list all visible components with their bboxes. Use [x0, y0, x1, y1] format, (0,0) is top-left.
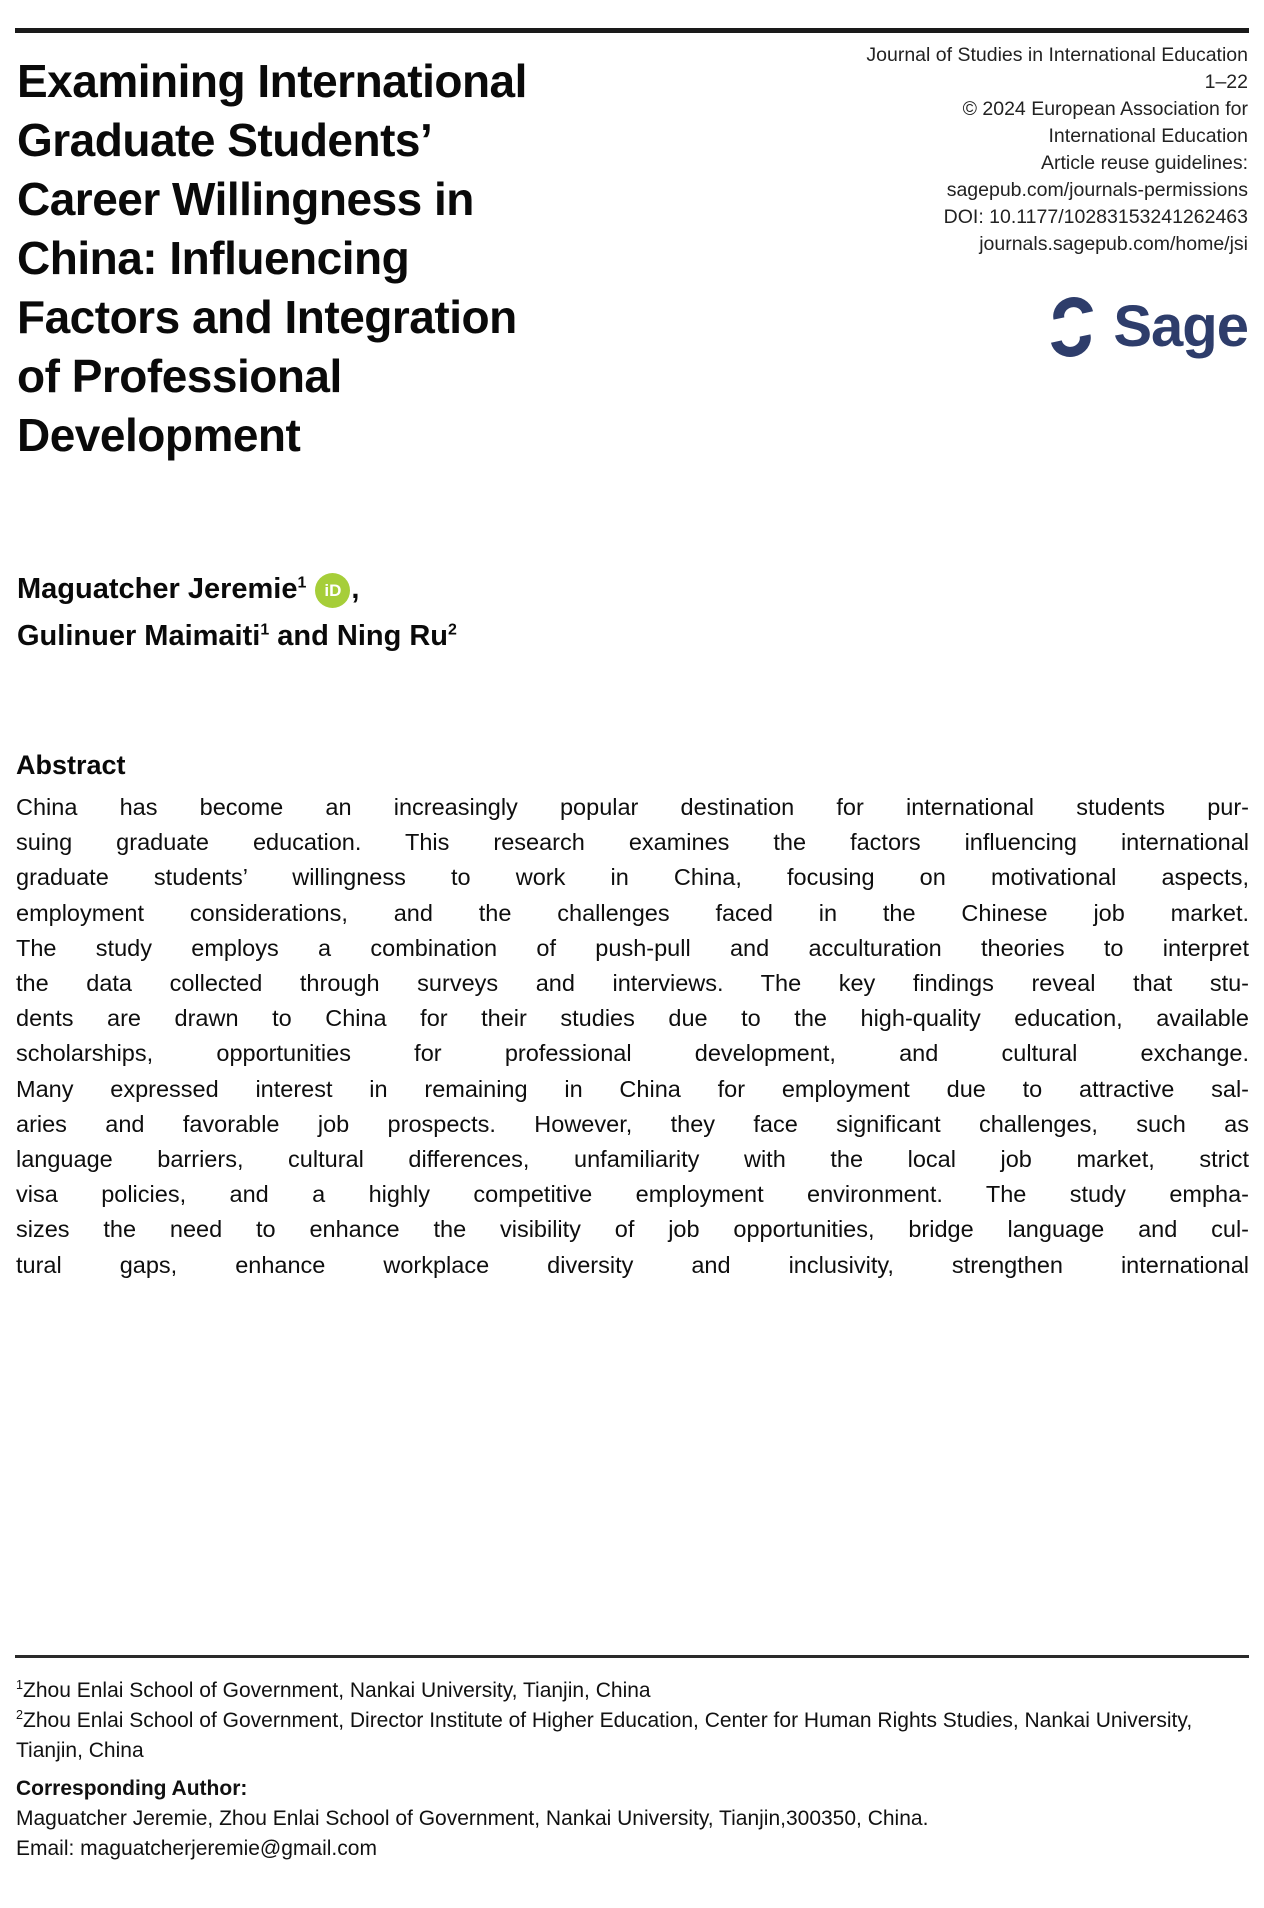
abstract-heading: Abstract — [16, 750, 126, 780]
corresponding-author-address: Maguatcher Jeremie, Zhou Enlai School of Government, Nankai University, Tianjin,300350, China. — [16, 1807, 929, 1830]
affiliation-2 — [16, 1706, 1249, 1766]
affiliation-2-sup: 2 — [16, 1708, 24, 1722]
title-line: Career Willingness in — [17, 173, 474, 225]
abstract-line: graduate students’ willingness to work in China, focusing on motivational aspects, — [16, 864, 1249, 891]
author-affiliation-sup: 1 — [260, 621, 270, 639]
sage-logo — [1043, 294, 1248, 360]
abstract-section — [16, 750, 1249, 1283]
abstract-line: language barriers, cultural differences, unfamiliarity with the local job market, strict — [16, 1146, 1249, 1173]
affiliation-1 — [16, 1676, 1249, 1706]
reuse-guidelines-label: Article reuse guidelines: — [1040, 152, 1248, 174]
title-line: Development — [17, 409, 301, 461]
copyright-line-1: © 2024 European Association for — [962, 98, 1248, 120]
page-range: 1–22 — [1204, 71, 1248, 93]
copyright-line-2: International Education — [1048, 125, 1248, 147]
abstract-line: employment considerations, and the challenges faced in the Chinese job market. — [16, 899, 1249, 926]
corresponding-author-email[interactable]: Email: maguatcherjeremie@gmail.com — [16, 1837, 377, 1860]
authors-block — [17, 566, 457, 660]
orcid-icon-label: iD — [324, 581, 342, 600]
author-affiliation-sup: 2 — [448, 621, 457, 639]
title-line: Graduate Students’ — [17, 114, 433, 166]
affiliation-1-text: Zhou Enlai School of Government, Nankai University, Tianjin, China — [23, 1679, 651, 1702]
abstract-line: Many expressed interest in remaining in China for employment due to attractive sal- — [16, 1075, 1249, 1102]
footnotes-block — [16, 1676, 1249, 1864]
corresponding-author-label: Corresponding Author: — [16, 1777, 248, 1800]
affiliation-1-sup: 1 — [16, 1678, 24, 1692]
abstract-line: The study employs a combination of push-pull and acculturation theories to interpret — [16, 934, 1249, 961]
abstract-line: scholarships, opportunities for professional development, and cultural exchange. — [16, 1040, 1249, 1067]
author-name: Maguatcher Jeremie — [17, 573, 298, 605]
author-line-2 — [17, 613, 457, 660]
abstract-line: suing graduate education. This research examines the factors influencing international — [16, 829, 1249, 856]
author-affiliation-sup: 1 — [297, 574, 307, 592]
doi-link[interactable]: DOI: 10.1177/10283153241262463 — [943, 206, 1248, 228]
abstract-line: dents are drawn to China for their studies due to the high-quality education, available — [16, 1005, 1249, 1032]
abstract-line: the data collected through surveys and interviews. The key findings reveal that stu- — [16, 970, 1249, 997]
journal-info-block — [866, 42, 1248, 258]
footnote-separator-rule — [15, 1655, 1249, 1658]
abstract-line: aries and favorable job prospects. However, they face significant challenges, such as — [16, 1110, 1249, 1137]
title-line: of Professional — [17, 350, 342, 402]
article-title — [17, 52, 527, 465]
title-line: Factors and Integration — [17, 291, 517, 343]
orcid-icon[interactable] — [315, 573, 350, 608]
abstract-line: China has become an increasingly popular destination for international students pur- — [16, 794, 1249, 820]
author-separator: , — [351, 573, 360, 605]
journal-name: Journal of Studies in International Education — [866, 44, 1248, 66]
affiliation-2-text: Zhou Enlai School of Government, Director Institute of Higher Education, Center for Human Rights Studies, Nankai University, Tianjin, China — [16, 1709, 1193, 1762]
abstract-line: visa policies, and a highly competitive employment environment. The study empha- — [16, 1181, 1249, 1208]
permissions-link[interactable]: sagepub.com/journals-permissions — [946, 179, 1248, 201]
title-line: Examining International — [17, 55, 527, 107]
abstract-line: sizes the need to enhance the visibility of job opportunities, bridge language and cul- — [16, 1216, 1249, 1243]
author-name: Gulinuer Maimaiti — [17, 620, 261, 652]
author-name: and Ning Ru — [269, 620, 449, 652]
title-line: China: Influencing — [17, 232, 410, 284]
abstract-line: tural gaps, enhance workplace diversity and inclusivity, strengthen international — [16, 1251, 1249, 1278]
journal-home-link[interactable]: journals.sagepub.com/home/jsi — [979, 233, 1248, 255]
sage-s-icon — [1043, 294, 1101, 360]
author-line-1 — [17, 566, 457, 613]
top-rule — [15, 28, 1249, 33]
sage-wordmark: Sage — [1113, 294, 1248, 359]
